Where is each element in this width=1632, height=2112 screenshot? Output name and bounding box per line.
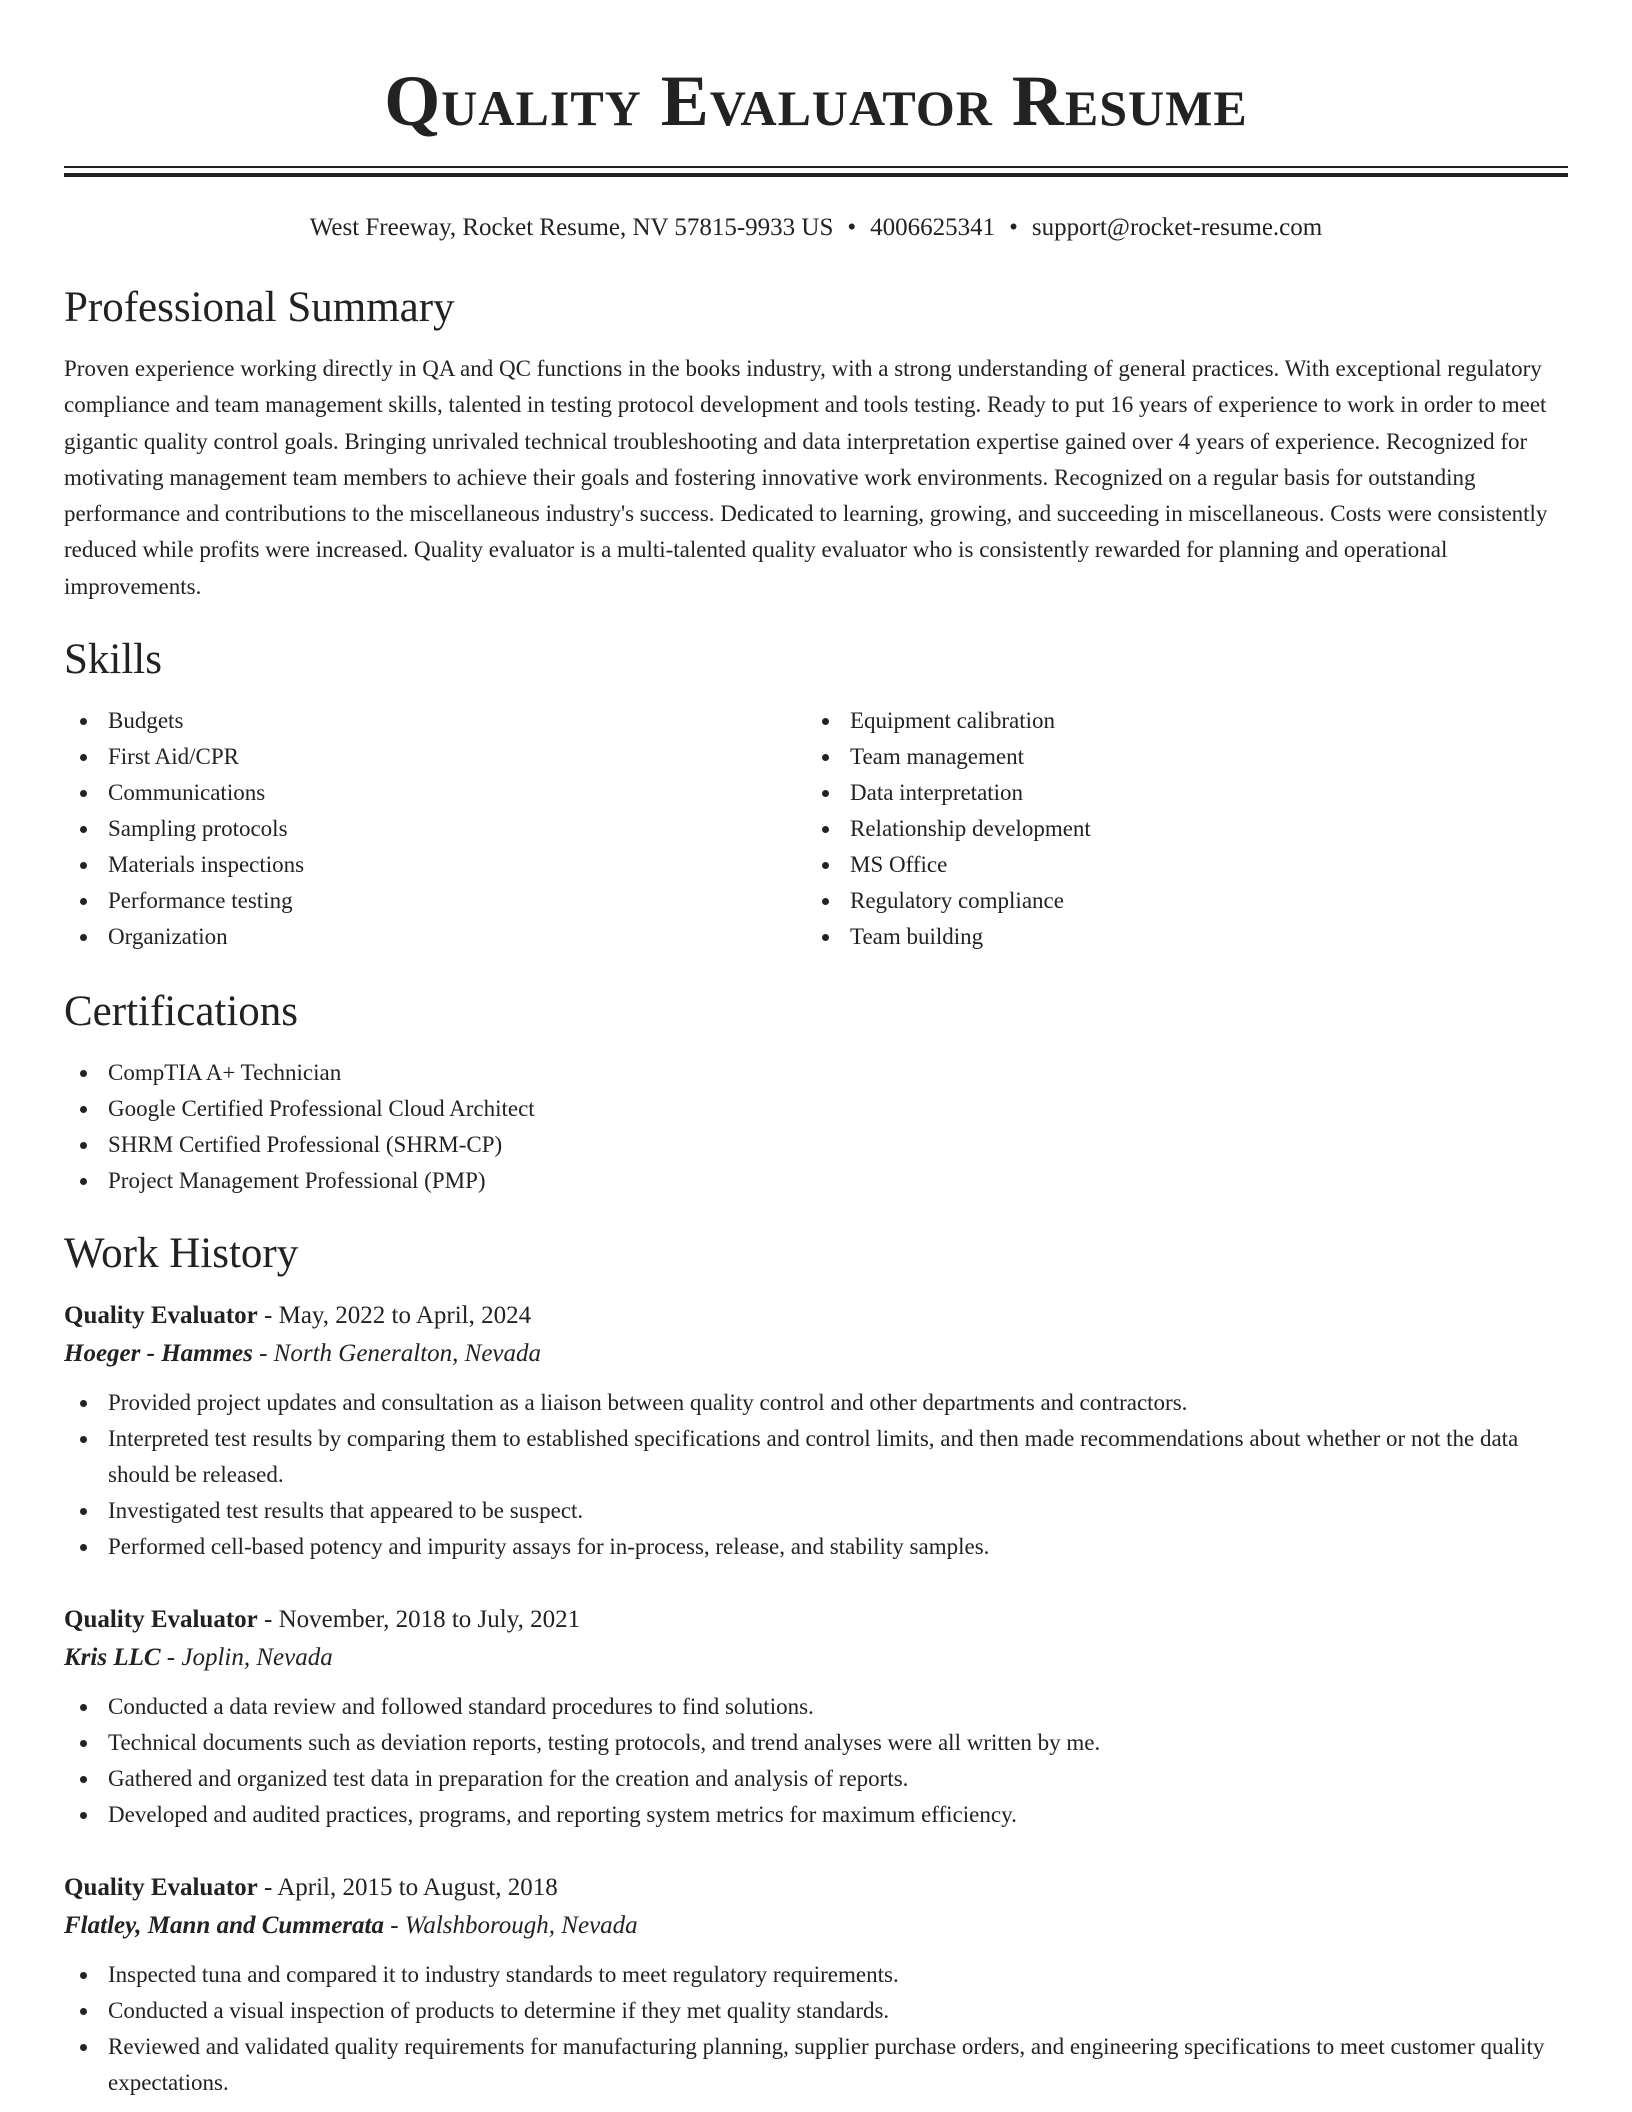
job-company-line [64, 1907, 1568, 1945]
certification-item: Project Management Professional (PMP) [64, 1163, 1568, 1199]
job-bullets [64, 1689, 1568, 1833]
skills-columns [64, 703, 1568, 955]
job-dates: - November, 2018 to July, 2021 [257, 1606, 581, 1634]
title-divider-thin [64, 166, 1568, 168]
skills-list-left [64, 703, 806, 955]
job-bullet: Technical documents such as deviation reports, testing protocols, and trend analyses were all written by me. [64, 1725, 1568, 1761]
job-bullet: Developed and audited practices, programs, and reporting system metrics for maximum efficiency. [64, 1797, 1568, 1833]
job-company: Hoeger - Hammes [64, 1340, 253, 1368]
job-title: Quality Evaluator [64, 1302, 258, 1330]
contact-phone: 4006625341 [870, 214, 996, 241]
job-location: - Joplin, Nevada [160, 1644, 333, 1672]
job-location: - North Generalton, Nevada [252, 1340, 542, 1368]
contact-email: support@rocket-resume.com [1031, 214, 1323, 241]
job-title: Quality Evaluator [64, 1606, 258, 1634]
skill-item: Performance testing [64, 883, 806, 919]
skill-item: Relationship development [806, 811, 1548, 847]
job-bullet: Conducted a data review and followed standard procedures to find solutions. [64, 1689, 1568, 1725]
job-bullet: Provided project updates and consultation as a liaison between quality control and other departments and contractors. [64, 1385, 1568, 1421]
work-history-heading: Work History [64, 1230, 299, 1278]
job-company-line [64, 1639, 1568, 1677]
job-company: Kris LLC [64, 1644, 161, 1672]
skill-item: Equipment calibration [806, 703, 1548, 739]
skill-item: Regulatory compliance [806, 883, 1548, 919]
contact-address: West Freeway, Rocket Resume, NV 57815-9933 US [309, 214, 834, 241]
contact-line [64, 213, 1568, 243]
job-bullet: Investigated test results that appeared to be suspect. [64, 1493, 1568, 1529]
job-entry [64, 1297, 1568, 1565]
skill-item: Organization [64, 919, 806, 955]
job-title: Quality Evaluator [64, 1874, 258, 1902]
summary-heading: Professional Summary [64, 284, 455, 331]
job-bullet: Performed cell-based potency and impurity assays for in-process, release, and stability samples. [64, 1529, 1568, 1565]
job-bullets [64, 1957, 1568, 2101]
job-entry [64, 1869, 1568, 2101]
job-title-line [64, 1601, 1568, 1639]
contact-separator: • [847, 214, 857, 241]
resume-title: Quality Evaluator Resume [384, 61, 1248, 141]
job-entry [64, 1601, 1568, 1833]
certification-item: Google Certified Professional Cloud Architect [64, 1091, 1568, 1127]
contact-separator: • [1009, 214, 1018, 241]
skill-item: MS Office [806, 847, 1548, 883]
job-bullet: Conducted a visual inspection of products to determine if they met quality standards. [64, 1993, 1568, 2029]
job-title-line [64, 1297, 1568, 1335]
skill-item: First Aid/CPR [64, 739, 806, 775]
skill-item: Team building [806, 919, 1548, 955]
job-bullet: Interpreted test results by comparing them to established specifications and control limits, and then made recommendations about whether or not the data should be released. [64, 1421, 1568, 1493]
certifications-list [64, 1055, 1568, 1199]
job-title-line [64, 1869, 1568, 1907]
skill-item: Communications [64, 775, 806, 811]
job-bullet: Reviewed and validated quality requirements for manufacturing planning, supplier purchase orders, and engineering specifications to meet customer quality expectations. [64, 2029, 1568, 2101]
skill-item: Materials inspections [64, 847, 806, 883]
skill-item: Team management [806, 739, 1548, 775]
job-company-line [64, 1335, 1568, 1373]
job-dates: - May, 2022 to April, 2024 [257, 1302, 532, 1330]
title-divider-thick [64, 173, 1568, 177]
certifications-heading: Certifications [64, 988, 299, 1036]
skill-item: Budgets [64, 703, 806, 739]
job-dates: - April, 2015 to August, 2018 [257, 1874, 558, 1902]
job-bullet: Inspected tuna and compared it to industry standards to meet regulatory requirements. [64, 1957, 1568, 1993]
job-bullets [64, 1385, 1568, 1565]
summary-text: Proven experience working directly in QA and QC functions in the books industry, with a strong understanding of general practices. With exceptional regulatory compliance and team management skills, talented in testing protocol development and tools testing. Ready to put 16 years of experience to work in order to meet gigantic quality control goals. Bringing unrivaled technical troubleshooting and data interpretation expertise gained over 4 years of experience. Recognized for motivating management team members to achieve their goals and fostering innovative work environments. Recognized on a regular basis for outstanding performance and contributions to the miscellaneous industry's success. Dedicated to learning, growing, and succeeding in miscellaneous. Costs were consistently reduced while profits were increased. Quality evaluator is a multi-talented quality evaluator who is consistently rewarded for planning and operational improvements. [64, 356, 1548, 599]
resume-page [64, 0, 1568, 2112]
skill-item: Sampling protocols [64, 811, 806, 847]
certification-item: SHRM Certified Professional (SHRM-CP) [64, 1127, 1568, 1163]
skills-heading: Skills [64, 636, 162, 684]
skills-list-right [806, 703, 1548, 955]
job-bullet: Gathered and organized test data in preparation for the creation and analysis of reports. [64, 1761, 1568, 1797]
skill-item: Data interpretation [806, 775, 1548, 811]
job-company: Flatley, Mann and Cummerata [64, 1912, 384, 1940]
certification-item: CompTIA A+ Technician [64, 1055, 1568, 1091]
job-location: - Walshborough, Nevada [383, 1912, 638, 1940]
